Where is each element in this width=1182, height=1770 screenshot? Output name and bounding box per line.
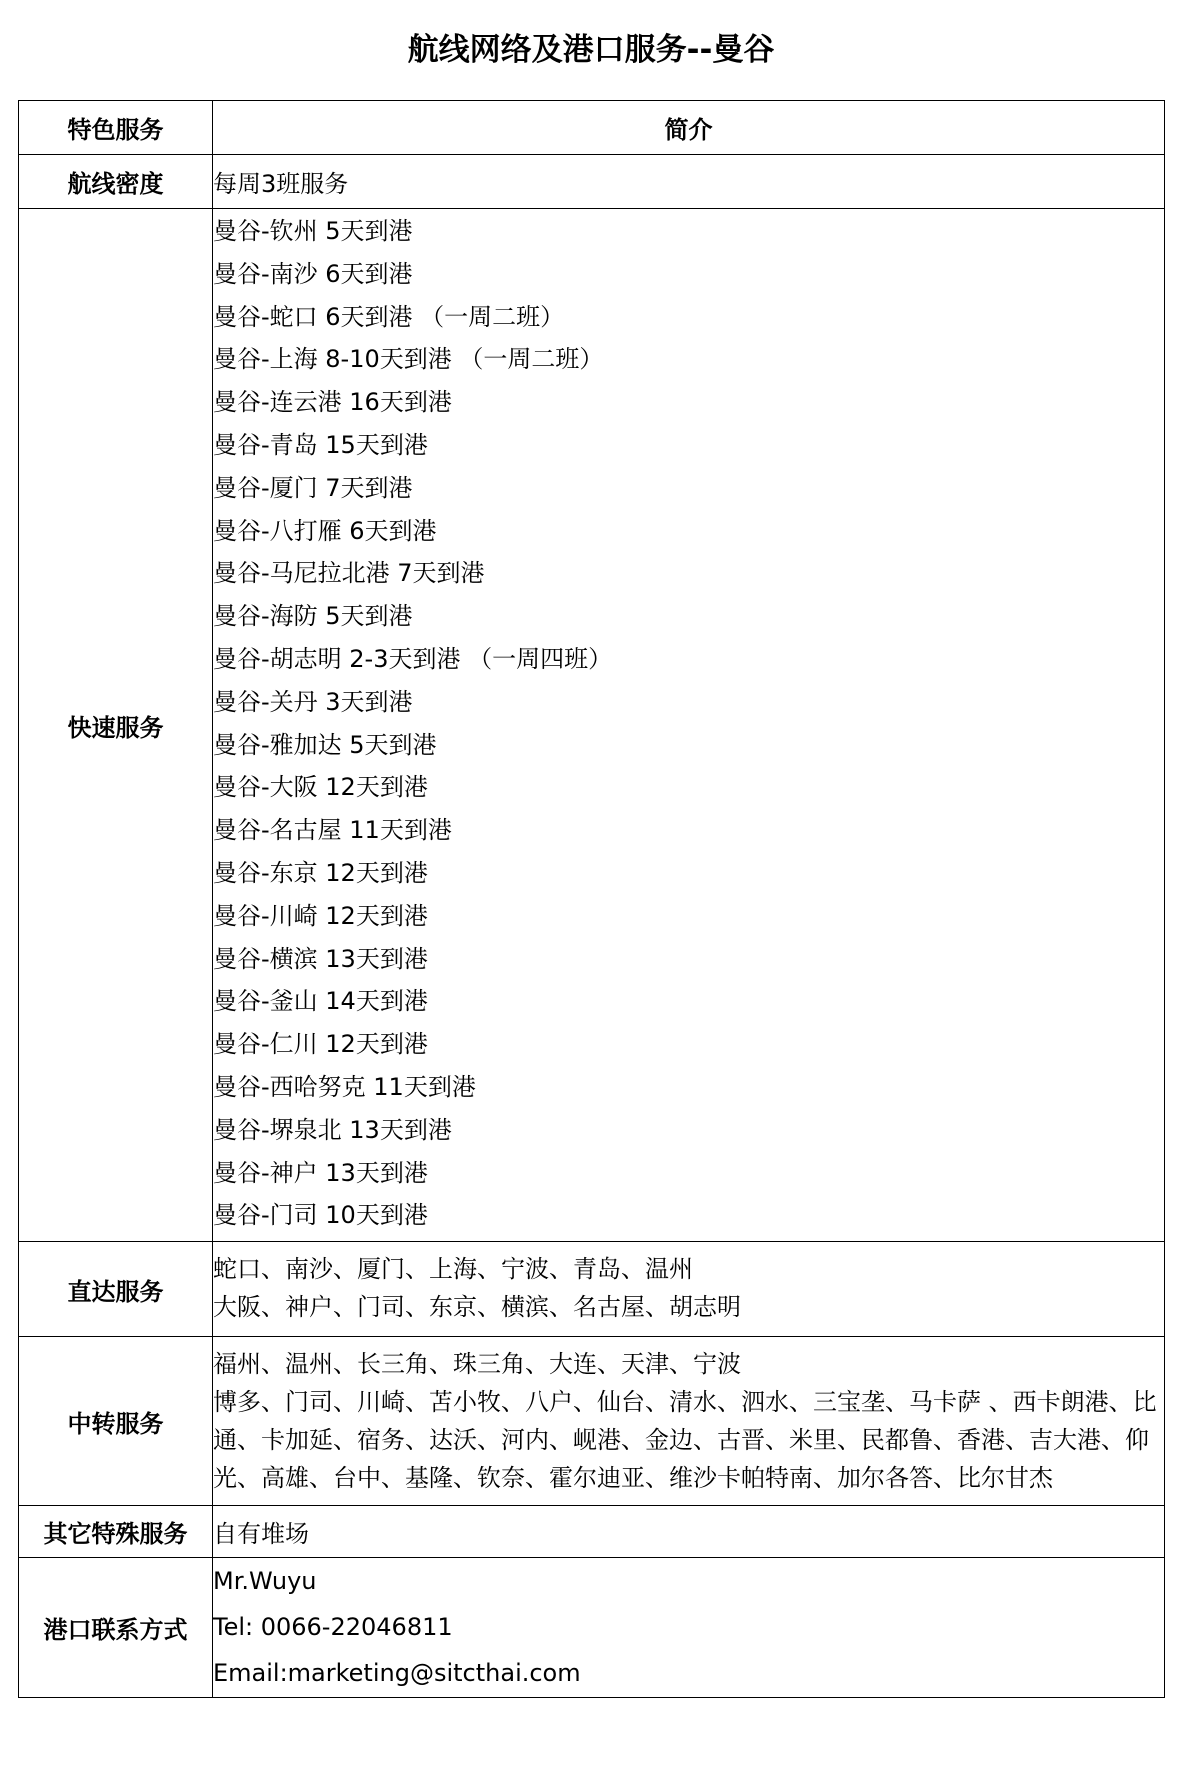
transfer-ports	[213, 1337, 1165, 1506]
contact-email[interactable]: Email:marketing@sitcthai.com	[213, 1659, 581, 1688]
direct-line-2: 大阪、神户、门司、东京、横滨、名古屋、胡志明	[213, 1293, 741, 1322]
express-route-item: 曼谷-钦州 5天到港	[213, 217, 413, 245]
express-label: 快速服务	[19, 209, 213, 1242]
header-feature: 特色服务	[19, 101, 213, 155]
express-route-item: 曼谷-神户 13天到港	[213, 1158, 428, 1187]
express-route-item: 曼谷-雅加达 5天到港	[213, 730, 437, 759]
contact-name: Mr.Wuyu	[213, 1567, 317, 1596]
transfer-label: 中转服务	[19, 1337, 213, 1506]
express-route-item: 曼谷-仁川 12天到港	[213, 1030, 428, 1059]
express-route-item: 曼谷-西哈努克 11天到港	[213, 1072, 476, 1101]
table-row-other	[19, 1506, 1165, 1558]
transfer-line-1: 福州、温州、长三角、珠三角、大连、天津、宁波	[213, 1350, 741, 1379]
express-route-item: 曼谷-八打雁 6天到港	[213, 516, 437, 545]
express-route-item: 曼谷-青岛 15天到港	[213, 430, 428, 459]
express-route-item: 曼谷-连云港 16天到港	[213, 388, 452, 417]
express-route-item: 曼谷-关丹 3天到港	[213, 687, 413, 716]
page-title: 航线网络及港口服务--曼谷	[407, 32, 775, 68]
express-route-item: 曼谷-厦门 7天到港	[213, 473, 413, 502]
express-route-item: 曼谷-名古屋 11天到港	[213, 816, 452, 845]
express-route-list	[213, 209, 1164, 1241]
other-value: 自有堆场	[213, 1506, 1165, 1558]
service-table	[18, 100, 1165, 1698]
contact-details	[213, 1558, 1165, 1698]
express-route-item: 曼谷-南沙 6天到港	[213, 259, 413, 288]
express-route-item: 曼谷-大阪 12天到港	[213, 773, 428, 802]
express-route-item: 曼谷-马尼拉北港 7天到港	[213, 559, 485, 588]
express-route-item: 曼谷-川崎 12天到港	[213, 901, 428, 930]
express-route-item: 曼谷-横滨 13天到港	[213, 944, 428, 973]
transfer-line-rest: 博多、门司、川崎、苫小牧、八户、仙台、清水、泗水、三宝垄、马卡萨 、西卡朗港、比通、卡加延、宿务、达沃、河内、岘港、金边、古晋、米里、民都鲁、香港、吉大港、仰光、高雄、台中、基隆、钦奈、霍尔迪亚、维沙卡帕特南、加尔各答、比尔甘杰	[213, 1388, 1157, 1493]
table-row-direct	[19, 1242, 1165, 1337]
table-row-contact	[19, 1558, 1165, 1698]
express-routes	[213, 209, 1165, 1242]
table-row-transfer	[19, 1337, 1165, 1506]
direct-ports	[213, 1242, 1165, 1337]
express-route-item: 曼谷-蛇口 6天到港 （一周二班）	[213, 302, 565, 331]
contact-tel[interactable]: Tel: 0066-22046811	[213, 1613, 453, 1642]
express-route-item: 曼谷-门司 10天到港	[213, 1201, 428, 1230]
direct-line-1: 蛇口、南沙、厦门、上海、宁波、青岛、温州	[213, 1255, 693, 1284]
express-route-item: 曼谷-釜山 14天到港	[213, 987, 428, 1016]
header-intro: 简介	[213, 101, 1165, 155]
other-label: 其它特殊服务	[19, 1506, 213, 1558]
table-row-density	[19, 155, 1165, 209]
direct-label: 直达服务	[19, 1242, 213, 1337]
express-route-item: 曼谷-胡志明 2-3天到港 （一周四班）	[213, 644, 613, 673]
express-route-item: 曼谷-东京 12天到港	[213, 858, 428, 887]
express-route-item: 曼谷-堺泉北 13天到港	[213, 1115, 452, 1144]
express-route-item: 曼谷-海防 5天到港	[213, 602, 413, 631]
contact-label: 港口联系方式	[19, 1558, 213, 1698]
density-label: 航线密度	[19, 155, 213, 209]
table-header-row	[19, 101, 1165, 155]
density-value: 每周3班服务	[213, 155, 1165, 209]
table-row-express	[19, 209, 1165, 1242]
express-route-item: 曼谷-上海 8-10天到港 （一周二班）	[213, 345, 604, 374]
